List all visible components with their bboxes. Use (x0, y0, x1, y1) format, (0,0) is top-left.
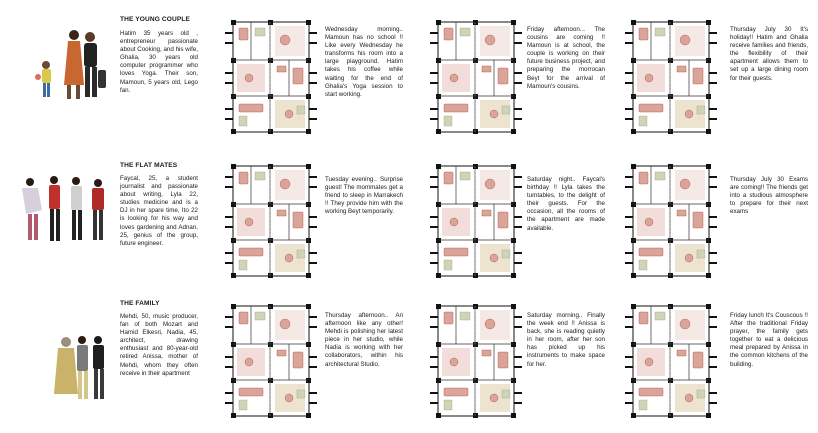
scenario-caption: Saturday morning.. Finally the week end !! Anissa is back, she is reading quietly in her room, after her son has picked up his instruments to make space for her. (527, 312, 605, 368)
group-title: THE FLAT MATES (120, 162, 178, 169)
flatmates-illustration (18, 170, 118, 250)
group-row-flat-mates (0, 152, 818, 292)
couple-illustration (18, 25, 118, 105)
group-description: Hatim 35 years old , entrepreneur passionate about Cooking, and his wife, Ghalia, 30 years old computer programmer who loves Yoga. Their son, Mamoun, 5 years old, Lego fan. (120, 30, 198, 94)
scenario-caption: Wednesday morning.. Mamoun has no school !! Like every Wednesday he transforms his room into a large playground. Hatim takes his coffee while waiting for the end of Ghalia's Yoga session to start working. (325, 26, 403, 98)
floor-plan (225, 18, 317, 136)
scenario-caption: Thursday July 30 Exams are coming!! The friends get into a studious atmosphere to prepare for their next exams (730, 176, 808, 216)
floor-plan (430, 18, 522, 136)
group-title: THE YOUNG COUPLE (120, 16, 190, 23)
group-title: THE FAMILY (120, 300, 160, 307)
floor-plan (625, 162, 717, 280)
scenario-caption: Tuesday evening.. Surprise guest! The mommates get a friend to sleep in Marrakech !! They provide him with the working Beyt temporarily. (325, 176, 403, 216)
floor-plan (225, 162, 317, 280)
floor-plan (430, 302, 522, 420)
group-row-family (0, 292, 818, 432)
floor-plan (625, 302, 717, 420)
scenario-caption: Saturday night.. Faycal's birthday !! Lyla takes the tumtables, to the delight of their guests. For the occasion, all the rooms of the apartment are made available. (527, 176, 605, 232)
group-description: Mehdi, 50, music producer, fan of both Mozart and Hamid Elkesri, Nadia, 45, architect, drawing enthusiast and 80-year-old retired Anissa, mother of Mehdi, whom they often receive in their apartment (120, 313, 198, 377)
scenario-caption: Thursday afternoon.. An afternoon like any other! Mehdi is polishing her latest piece in her studio, while Nadia is working with her collaborators, within his architectural Studio. (325, 312, 403, 368)
floor-plan (430, 162, 522, 280)
family-illustration (18, 330, 118, 410)
group-description: Faycal, 25, a student journalist and passionate about writing, Lyla 22, studies medicine and is a DJ in her spare time, Ito 22 is looking for his way and loves gardening and Adnan, 25, genius of the group, future engineer. (120, 175, 198, 247)
group-row-young-couple (0, 10, 818, 150)
scenario-caption: Thursday July 30 It's holiday!! Hatim and Ghalia receive families and friends, the flexibility of their apartment allows them to set up a large dining room for their guests. (730, 26, 808, 82)
floor-plan (625, 18, 717, 136)
floor-plan (225, 302, 317, 420)
scenario-caption: Friday afternoon... The cousins are coming !! Mamoun is at school, the couple is working on their future business project, and preparing the morrocan Beyt for the arrival of Mamoun's cousins. (527, 26, 605, 90)
scenario-caption: Friday lunch It's Couscous !! After the traditional Friday prayer, the family gets together to eat a delicious meal prepared by Anissa in the common kitchens of the building. (730, 312, 808, 368)
